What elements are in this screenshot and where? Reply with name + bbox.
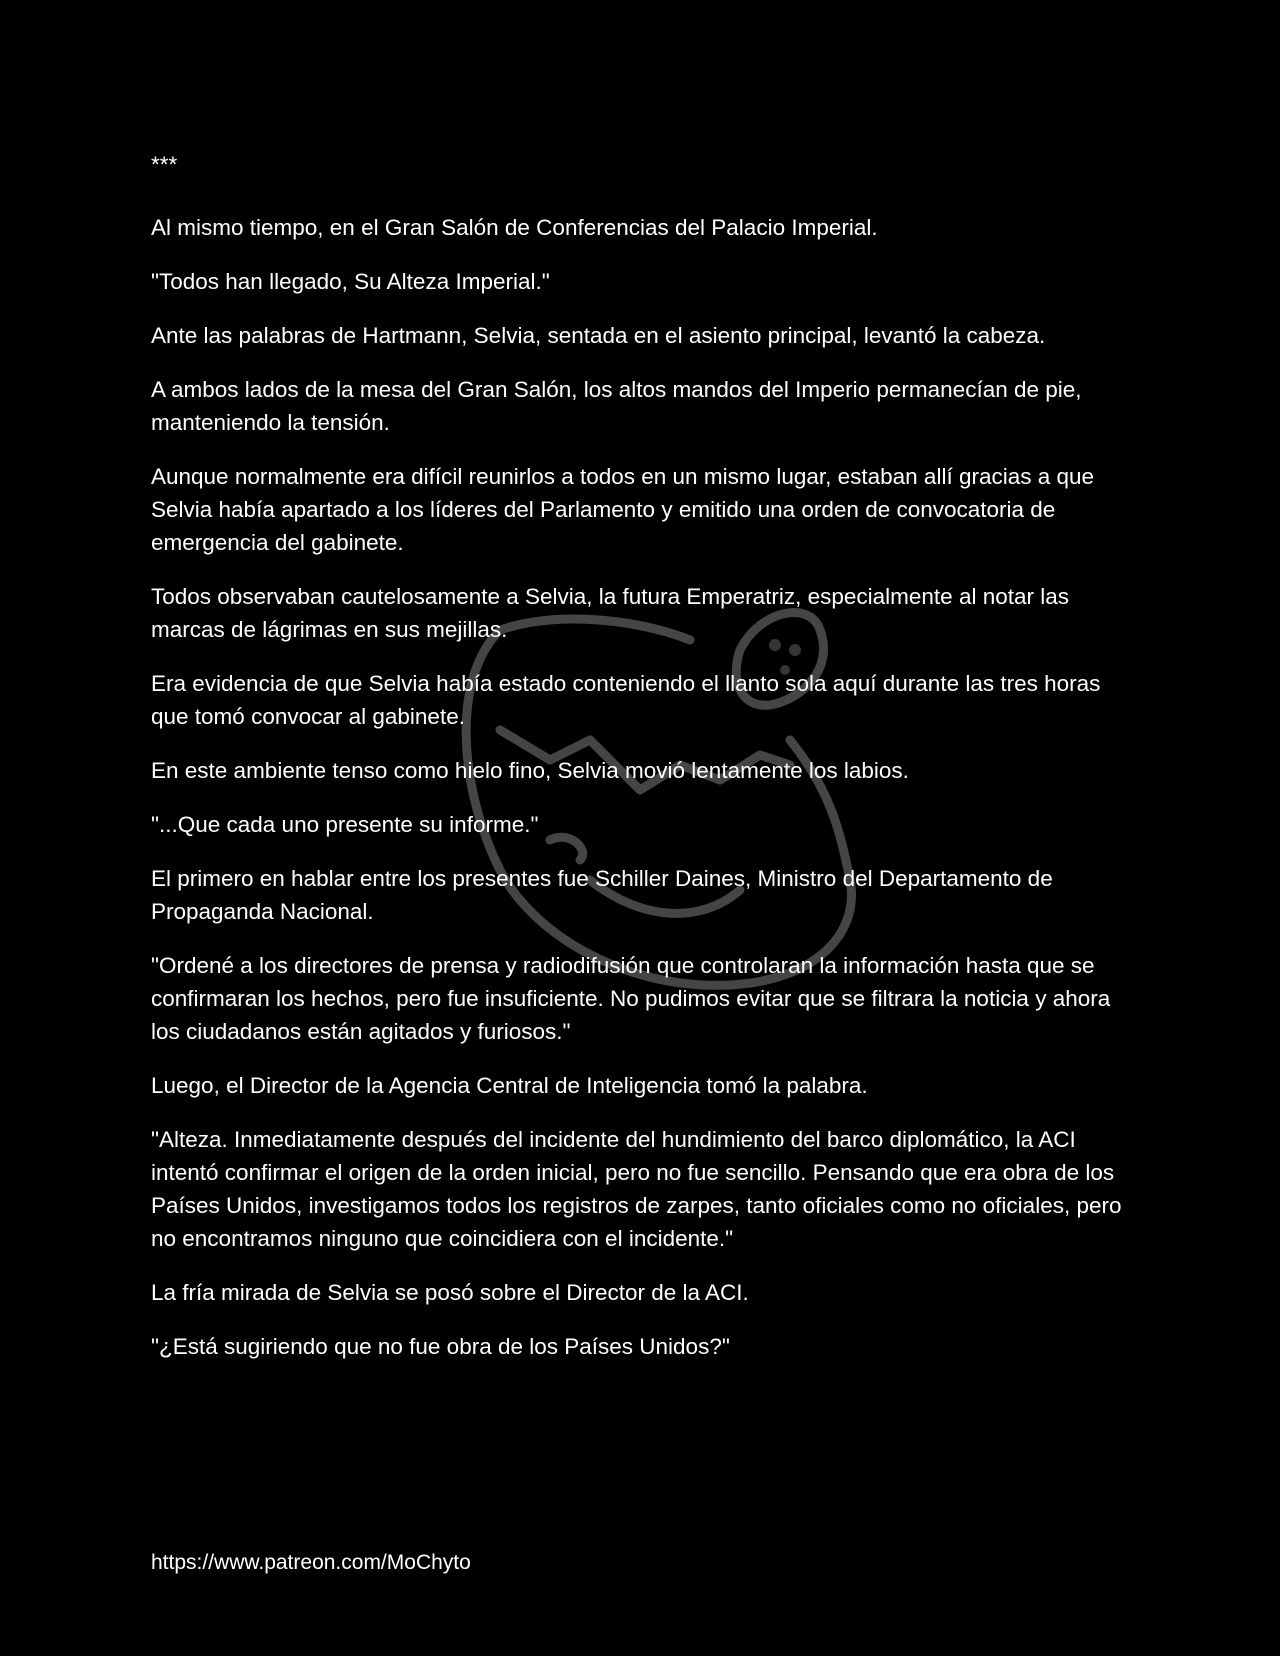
document-body bbox=[151, 148, 1136, 1384]
paragraph: El primero en hablar entre los presentes fue Schiller Daines, Ministro del Departamento de Propaganda Nacional. bbox=[151, 866, 1053, 924]
section-separator: *** bbox=[151, 152, 178, 177]
paragraph: "Todos han llegado, Su Alteza Imperial." bbox=[151, 269, 550, 294]
paragraph: "Ordené a los directores de prensa y radiodifusión que controlaran la información hasta que se confirmaran los hechos, pero fue insuficiente. No pudimos evitar que se filtrara la noticia y ahora los ciudadanos están agitados y furiosos." bbox=[151, 953, 1111, 1044]
paragraph: En este ambiente tenso como hielo fino, Selvia movió lentamente los labios. bbox=[151, 758, 909, 783]
paragraph: Al mismo tiempo, en el Gran Salón de Conferencias del Palacio Imperial. bbox=[151, 215, 878, 240]
paragraph: "...Que cada uno presente su informe." bbox=[151, 812, 539, 837]
paragraph: Ante las palabras de Hartmann, Selvia, sentada en el asiento principal, levantó la cabeza. bbox=[151, 323, 1046, 348]
patreon-link[interactable]: https://www.patreon.com/MoChyto bbox=[151, 1551, 471, 1574]
paragraph: Todos observaban cautelosamente a Selvia, la futura Emperatriz, especialmente al notar las marcas de lágrimas en sus mejillas. bbox=[151, 584, 1070, 642]
paragraph: A ambos lados de la mesa del Gran Salón, los altos mandos del Imperio permanecían de pie, manteniendo la tensión. bbox=[151, 377, 1082, 435]
mascot-watermark-icon bbox=[440, 590, 900, 1010]
paragraph: "Alteza. Inmediatamente después del incidente del hundimiento del barco diplomático, la ACI intentó confirmar el origen de la orden inicial, pero no fue sencillo. Pensando que era obra de los Países Unidos, investigamos todos los registros de zarpes, tanto oficiales como no oficiales, pero no encontramos ninguno que coincidiera con el incidente." bbox=[151, 1127, 1122, 1251]
paragraph: Luego, el Director de la Agencia Central de Inteligencia tomó la palabra. bbox=[151, 1073, 868, 1098]
paragraph: Era evidencia de que Selvia había estado conteniendo el llanto sola aquí durante las tres horas que tomó convocar al gabinete. bbox=[151, 671, 1101, 729]
paragraph: Aunque normalmente era difícil reunirlos a todos en un mismo lugar, estaban allí gracias a que Selvia había apartado a los líderes del Parlamento y emitido una orden de convocatoria de emergencia del gabinete. bbox=[151, 464, 1095, 555]
paragraph: "¿Está sugiriendo que no fue obra de los Países Unidos?" bbox=[151, 1334, 730, 1359]
paragraph: La fría mirada de Selvia se posó sobre el Director de la ACI. bbox=[151, 1280, 749, 1305]
